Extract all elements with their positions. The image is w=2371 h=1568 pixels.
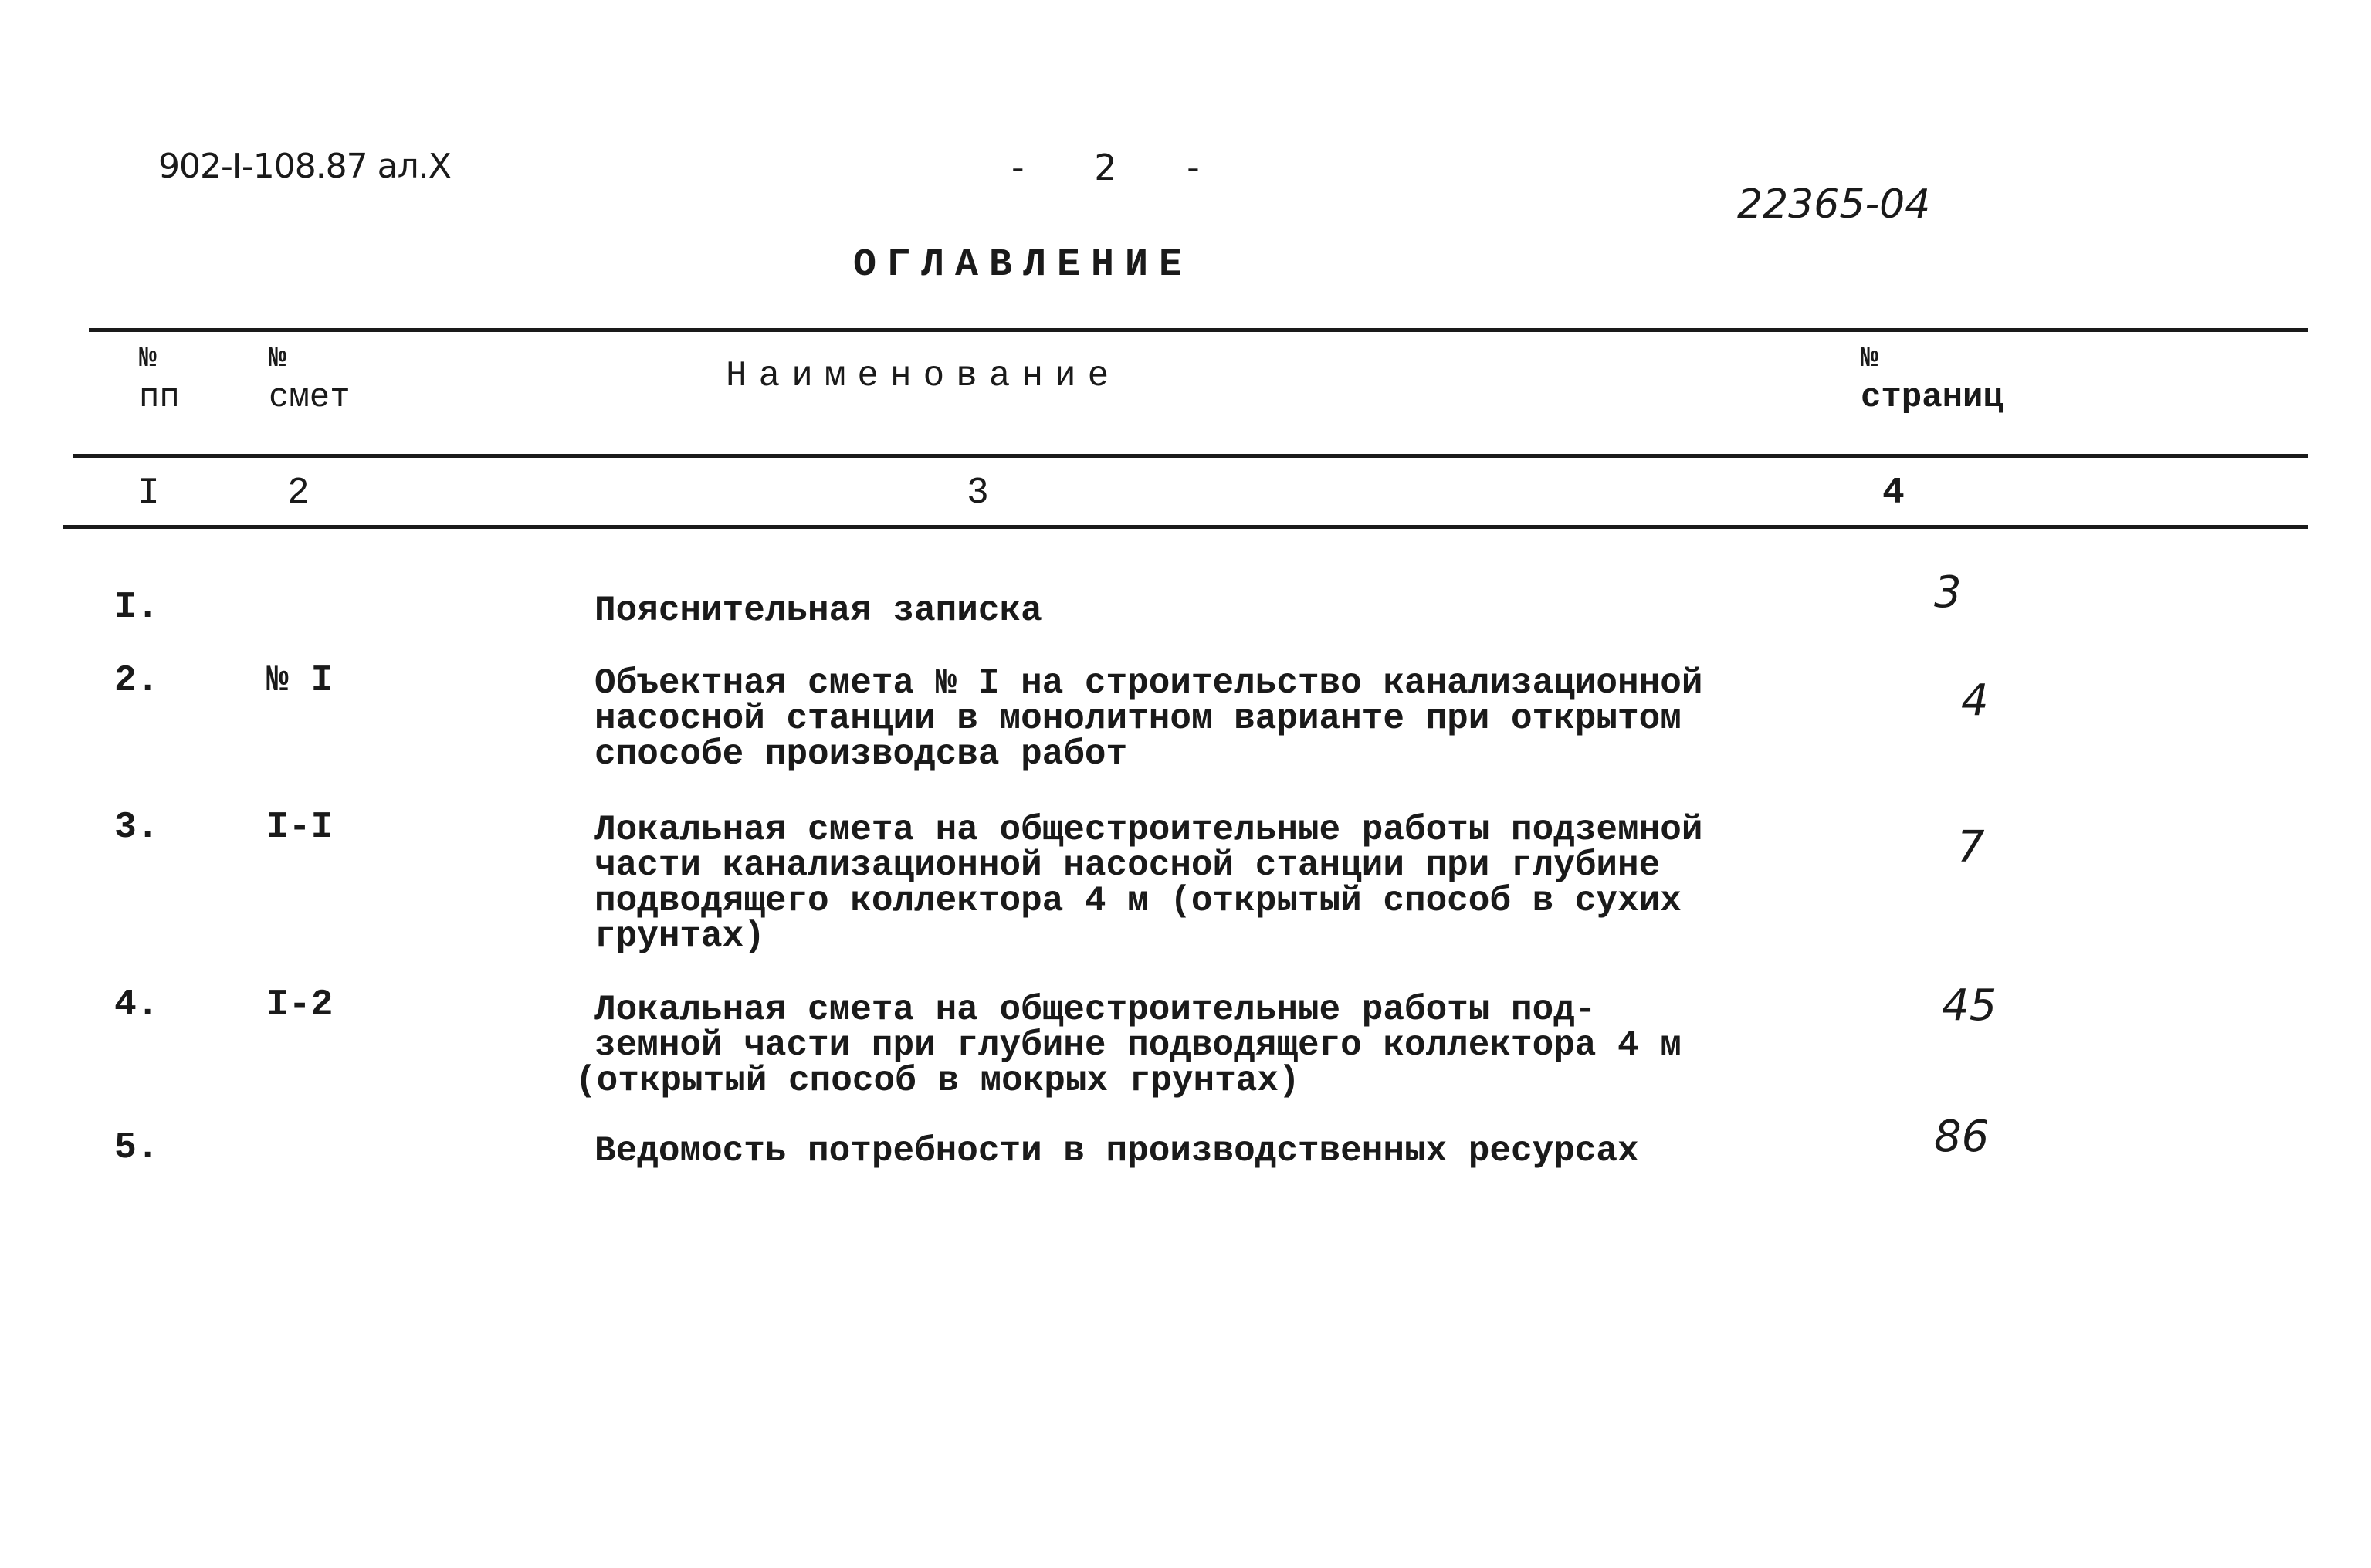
table-colnum-rule bbox=[63, 525, 2308, 529]
column-header-smet-mark: № bbox=[269, 342, 286, 375]
row-3-line-4: грунтах) bbox=[594, 916, 765, 957]
row-1-index: I. bbox=[114, 587, 159, 628]
row-3-line-3: подводящего коллектора 4 м (открытый способ в сухих bbox=[594, 881, 1682, 921]
column-header-smet-label: смет bbox=[269, 378, 351, 417]
table-header-rule bbox=[73, 454, 2308, 458]
column-number-4: 4 bbox=[1882, 472, 1905, 514]
row-5-page: 86 bbox=[1934, 1112, 1990, 1162]
row-2-page: 4 bbox=[1961, 676, 1989, 726]
column-number-2: 2 bbox=[287, 472, 310, 514]
page-title: ОГЛАВЛЕНИЕ bbox=[853, 243, 1194, 287]
column-header-pages-label: страниц bbox=[1861, 378, 2003, 417]
column-header-pp-label: пп bbox=[139, 378, 180, 417]
column-header-pp bbox=[139, 340, 180, 417]
column-header-pp-mark: № bbox=[139, 342, 157, 375]
column-header-smet bbox=[269, 340, 351, 417]
row-5-title bbox=[594, 1133, 1639, 1169]
row-3-code: I-I bbox=[266, 807, 334, 848]
row-2-line-2: насосной станции в монолитном варианте при открытом bbox=[594, 699, 1682, 739]
row-5-index: 5. bbox=[114, 1127, 159, 1169]
row-4-title bbox=[575, 992, 1682, 1099]
row-2-code: № I bbox=[266, 660, 334, 702]
row-4-line-3: (открытый способ в мокрых грунтах) bbox=[575, 1061, 1300, 1101]
row-3-line-2: части канализационной насосной станции при глубине bbox=[594, 845, 1661, 886]
column-header-pages bbox=[1861, 340, 2003, 417]
row-2-line-3: способе производсва работ bbox=[594, 734, 1128, 774]
row-3-title bbox=[594, 810, 1703, 957]
row-4-code: I-2 bbox=[266, 984, 334, 1026]
row-4-index: 4. bbox=[114, 984, 159, 1026]
inventory-number: 22365-04 bbox=[1737, 181, 1931, 228]
table-top-rule bbox=[89, 328, 2308, 332]
row-3-page: 7 bbox=[1957, 822, 1985, 872]
row-4-page: 45 bbox=[1942, 980, 1997, 1031]
column-header-pages-mark: № bbox=[1861, 342, 1878, 375]
row-5-line-1: Ведомость потребности в производственных ресурсах bbox=[594, 1131, 1639, 1171]
row-4-line-2: земной части при глубине подводящего коллектора 4 м bbox=[594, 1025, 1682, 1065]
page-number: - 2 - bbox=[1011, 147, 1229, 188]
row-2-line-1: Объектная смета № I на строительство канализационной bbox=[594, 663, 1703, 703]
row-2-index: 2. bbox=[114, 660, 159, 702]
row-1-line-1: Пояснительная записка bbox=[594, 591, 1042, 631]
column-number-1: I bbox=[137, 472, 160, 514]
column-number-3: 3 bbox=[967, 472, 989, 514]
row-1-title bbox=[594, 591, 1042, 631]
document-code: 902-I-108.87 ал.X bbox=[158, 147, 451, 186]
row-1-page: 3 bbox=[1934, 567, 1962, 618]
row-2-title bbox=[594, 665, 1702, 772]
column-header-name: Наименование bbox=[726, 356, 1121, 396]
row-3-line-1: Локальная смета на общестроительные работы подземной bbox=[594, 810, 1703, 850]
row-3-index: 3. bbox=[114, 807, 159, 848]
row-4-line-1: Локальная смета на общестроительные работы под- bbox=[594, 990, 1597, 1030]
